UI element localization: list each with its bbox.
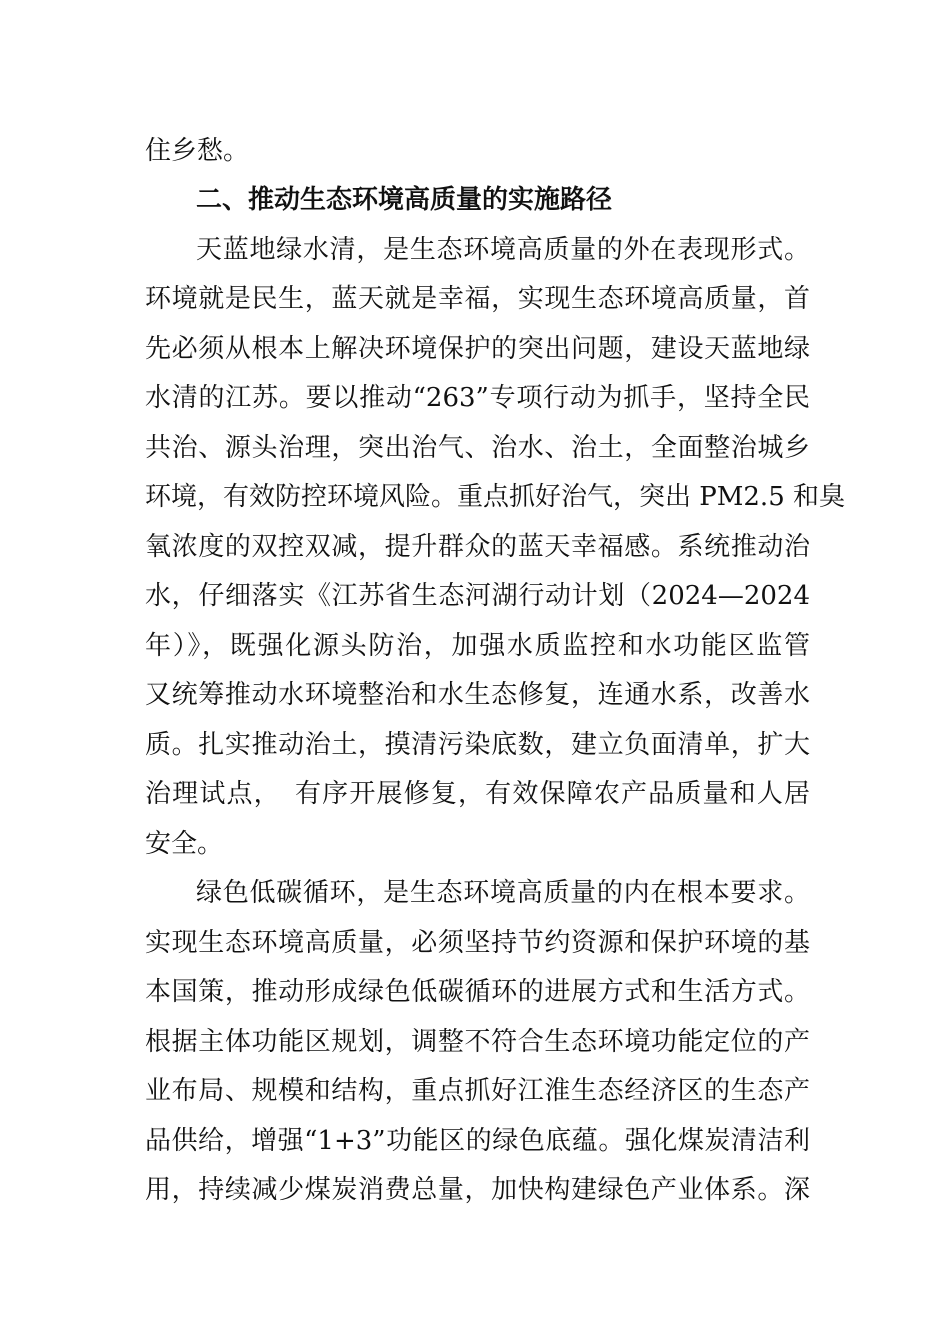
text-line: 实现生态环境高质量，必须坚持节约资源和保护环境的基 (145, 928, 810, 958)
text-line: 环境，有效防控环境风险。重点抓好治气，突出 PM2.5 和臭 (145, 482, 845, 512)
text-line: 氧浓度的双控双减，提升群众的蓝天幸福感。系统推动治 (145, 532, 810, 562)
text-line: 年）》，既强化源头防治，加强水质监控和水功能区监管 (145, 631, 810, 661)
text-line: 水，仔细落实《江苏省生态河湖行动计划（2024—2024 (145, 581, 810, 611)
text-line: 天蓝地绿水清，是生态环境高质量的外在表现形式。 (196, 235, 810, 265)
text-line: 用，持续减少煤炭消费总量，加快构建绿色产业体系。深 (145, 1175, 810, 1205)
text-line: 绿色低碳循环，是生态环境高质量的内在根本要求。 (196, 878, 810, 908)
text-line: 安全。 (145, 829, 224, 859)
text-line: 品供给，增强“1+3”功能区的绿色底蕴。强化煤炭清洁利 (145, 1126, 810, 1156)
text-line: 质。扎实推动治土，摸清污染底数，建立负面清单，扩大 (145, 730, 810, 760)
text-line: 根据主体功能区规划，调整不符合生态环境功能定位的产 (145, 1027, 810, 1057)
section-heading: 二、推动生态环境高质量的实施路径 (196, 185, 613, 215)
text-line: 住乡愁。 (145, 136, 250, 166)
text-line: 本国策，推动形成绿色低碳循环的进展方式和生活方式。 (145, 977, 810, 1007)
text-line: 治理试点， 有序开展修复，有效保障农产品质量和人居 (145, 779, 810, 809)
text-line: 又统筹推动水环境整治和水生态修复，连通水系，改善水 (145, 680, 810, 710)
text-line: 业布局、规模和结构，重点抓好江淮生态经济区的生态产 (145, 1076, 810, 1106)
text-line: 水清的江苏。要以推动“263”专项行动为抓手，坚持全民 (145, 383, 810, 413)
text-line: 共治、源头治理，突出治气、治水、治土，全面整治城乡 (145, 433, 810, 463)
text-line: 先必须从根本上解决环境保护的突出问题，建设天蓝地绿 (145, 334, 810, 364)
text-line: 环境就是民生，蓝天就是幸福，实现生态环境高质量，首 (145, 284, 810, 314)
